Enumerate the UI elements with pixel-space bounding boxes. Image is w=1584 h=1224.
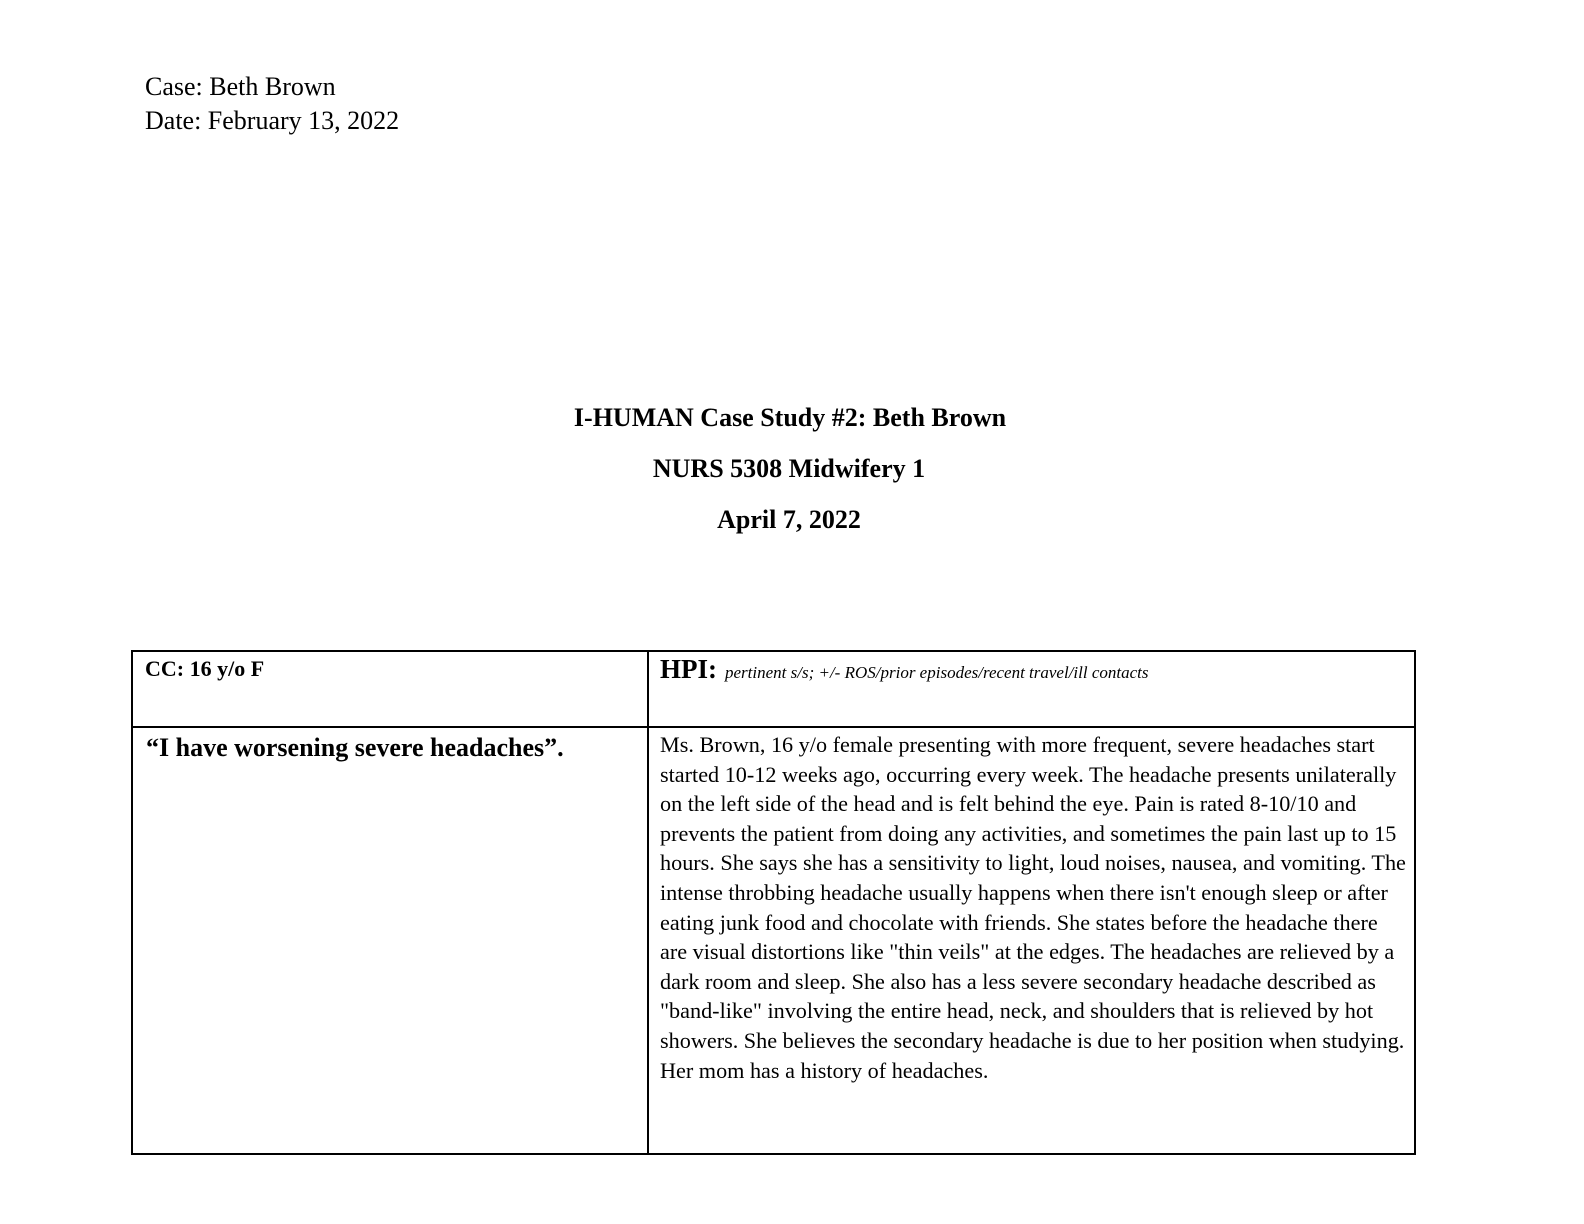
hpi-narrative: Ms. Brown, 16 y/o female presenting with more frequent, severe headaches start started 10-12 weeks ago, occurring every week. The headache presents unilaterally on the left side of the head and is felt behind the eye. Pain is rated 8-10/10 and prevents the patient from doing any activities, and sometimes the pain last up to 15 hours. She says she has a sensitivity to light, loud noises, nausea, and vomiting. The intense throbbing headache usually happens when there isn't enough sleep or after eating junk food and chocolate with friends. She states before the headache there are visual distortions like "thin veils" at the edges. The headaches are relieved by a dark room and sleep. She also has a less severe secondary headache described as "band-like" involving the entire head, neck, and shoulders that is relieved by hot showers. She believes the secondary headache is due to her position when studying. Her mom has a history of headaches.	[660, 732, 1406, 1083]
document-title: I-HUMAN Case Study #2: Beth Brown	[573, 403, 1007, 432]
hpi-label: HPI:	[660, 654, 717, 684]
table-header-row	[132, 651, 1415, 727]
hpi-header-cell	[648, 651, 1415, 727]
title-date: April 7, 2022	[717, 505, 861, 534]
cc-header-cell	[132, 651, 648, 727]
case-name-line: Case: Beth Brown	[145, 72, 336, 101]
table-body-row	[132, 727, 1415, 1154]
date-line: Date: February 13, 2022	[145, 106, 400, 135]
case-table	[131, 650, 1416, 1155]
course-title: NURS 5308 Midwifery 1	[652, 454, 926, 483]
chief-complaint-quote: “I have worsening severe headaches”.	[146, 733, 564, 762]
cc-label: CC: 16 y/o F	[145, 656, 265, 681]
chief-complaint-cell	[132, 727, 648, 1154]
hpi-heading	[649, 652, 1414, 685]
hpi-text-cell	[648, 727, 1415, 1154]
hpi-sublabel: pertinent s/s; +/- ROS/prior episodes/recent travel/ill contacts	[725, 663, 1149, 682]
document-header	[145, 70, 399, 138]
